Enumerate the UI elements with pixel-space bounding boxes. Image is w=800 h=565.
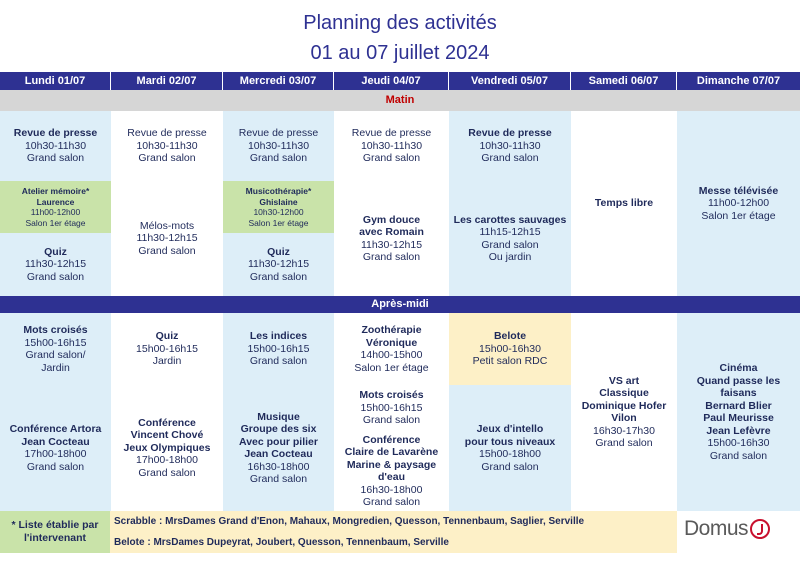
activity-place: Grand salon <box>26 152 85 165</box>
activity-time: 11h00-12h00 <box>707 197 770 210</box>
activity-place: Salon 1er étage <box>354 361 429 374</box>
activity-place: Petit salon RDC <box>472 355 548 368</box>
activity-title: Messe télévisée <box>698 184 779 197</box>
day-header-tue: Mardi 02/07 <box>111 72 223 90</box>
activity-title-4: Bernard Blier <box>705 399 772 412</box>
activity-title-2: Quand passe les <box>696 374 781 387</box>
activity-time: 15h00-16h15 <box>136 342 198 355</box>
activity-title: Gym douce <box>362 213 421 226</box>
activity-title: Conférence <box>362 433 421 446</box>
activity-title: Revue de presse <box>238 127 319 140</box>
activity-time: 17h00-18h00 <box>136 454 198 467</box>
activity-mon-am-3 <box>0 233 111 296</box>
activity-wed-am-3 <box>223 233 334 296</box>
activity-title-3: Jeux Olympiques <box>123 441 211 454</box>
activity-title-6: Jean Lefèvre <box>706 424 771 437</box>
footnote-line-1: * Liste établie par <box>11 519 99 531</box>
activity-title: Jeux d'intello <box>476 423 544 435</box>
day-header-mon: Lundi 01/07 <box>0 72 111 90</box>
activity-place: Grand salon <box>362 496 421 508</box>
activity-time: 15h00-16h15 <box>247 342 310 355</box>
activity-place: Grand salon <box>138 152 196 165</box>
activity-title-5: Paul Meurisse <box>703 412 774 424</box>
activity-wed-am-1 <box>223 111 334 181</box>
activity-mon-pm-2 <box>0 385 111 511</box>
activity-title-4: d'eau <box>377 471 405 483</box>
activity-title-2: avec Romain <box>359 226 424 238</box>
activity-host: Laurence <box>36 196 75 207</box>
activity-time: 10h30-11h30 <box>479 139 541 152</box>
activity-place: Grand salon <box>26 270 85 283</box>
activity-title-4: Vilon <box>611 412 637 424</box>
activity-wed-pm-1 <box>223 313 334 385</box>
activity-title-3: Marine & paysage <box>346 458 437 471</box>
activity-fri-am-1 <box>449 111 571 181</box>
morning-band: Matin <box>0 90 800 111</box>
activity-title: Revue de presse <box>468 127 552 140</box>
activity-place: Salon 1er étage <box>248 217 309 228</box>
activity-title: Quiz <box>267 245 290 258</box>
activity-title: Belote <box>493 330 527 343</box>
day-header-fri: Vendredi 05/07 <box>449 72 571 90</box>
activity-sun-pm <box>677 313 800 511</box>
activity-time: 11h30-12h15 <box>360 238 423 251</box>
page-subtitle: 01 au 07 juillet 2024 <box>310 42 490 64</box>
scrabble-players: Scrabble : MrsDames Grand d'Enon, Mahaux, Mongredien, Quesson, Tennenbaum, Saglier, Serville <box>114 516 585 527</box>
activity-mon-am-1 <box>0 111 111 181</box>
activity-title: Atelier mémoire* <box>21 186 90 196</box>
activity-place: Grand salon/ <box>25 349 86 361</box>
activity-time: 15h00-16h15 <box>360 401 423 414</box>
activity-title: Quiz <box>44 245 67 258</box>
activity-title: Temps libre <box>594 197 654 210</box>
activity-place: Grand salon <box>362 152 421 165</box>
activity-title: VS art <box>608 374 640 387</box>
activity-title-2: Véronique <box>365 336 418 349</box>
activity-title: Revue de presse <box>127 127 207 140</box>
activity-place: Grand salon <box>249 473 308 485</box>
activity-time: 11h15-12h15 <box>479 226 541 238</box>
activity-time: 16h30-18h00 <box>360 483 423 496</box>
activity-time: 15h00-16h30 <box>479 342 541 355</box>
activity-title: Zoothérapie <box>361 324 422 336</box>
activity-time: 11h00-12h00 <box>30 207 81 217</box>
belote-players: Belote : MrsDames Dupeyrat, Joubert, Quesson, Tennenbaum, Serville <box>114 537 449 548</box>
activity-title: Mots croisés <box>23 324 88 336</box>
activity-time: 15h00-16h30 <box>707 437 770 449</box>
activity-time: 10h30-11h30 <box>247 139 310 152</box>
activity-time: 10h30-11h30 <box>24 139 87 152</box>
activity-sat-pm <box>571 313 677 511</box>
activity-title-2: pour tous niveaux <box>464 435 556 448</box>
activity-thu-pm-1 <box>334 313 449 385</box>
activity-wed-pm-2 <box>223 385 334 511</box>
activity-title-2: Jean Cocteau <box>21 435 90 448</box>
activity-time: 11h30-12h15 <box>136 232 198 245</box>
activity-place: Grand salon <box>481 238 539 251</box>
activity-title: Conférence Artora <box>9 423 102 435</box>
activity-place: Grand salon <box>138 466 196 479</box>
activity-title-3: Avec pour pilier <box>239 435 318 448</box>
activity-tue-am-2 <box>111 181 223 296</box>
activity-tue-pm-2 <box>111 385 223 511</box>
activity-place: Jardin <box>152 355 182 368</box>
activity-title: Musicothérapie* <box>245 186 312 196</box>
domusvi-logo <box>684 512 794 546</box>
day-header-wed: Mercredi 03/07 <box>223 72 334 90</box>
day-header-row <box>0 72 800 90</box>
activity-title: Mots croisés <box>359 389 424 402</box>
activity-time: 16h30-17h30 <box>593 424 655 437</box>
day-header-sun: Dimanche 07/07 <box>696 75 781 87</box>
activity-title: Mélos-mots <box>139 219 195 232</box>
activity-place: Grand salon <box>249 152 308 165</box>
activity-title-4: Jean Cocteau <box>244 448 313 460</box>
activity-host: Ghislaine <box>259 196 298 207</box>
footnote-line-2: l'intervenant <box>23 532 86 544</box>
activity-title: Musique <box>257 410 300 423</box>
activity-thu-pm-3 <box>334 431 449 511</box>
activity-time: 11h30-12h15 <box>247 258 310 271</box>
activity-mon-pm-1 <box>0 313 111 385</box>
day-header-thu: Jeudi 04/07 <box>334 72 449 90</box>
afternoon-band: Après-midi <box>0 296 800 313</box>
activity-thu-am-1 <box>334 111 449 181</box>
activity-time: 10h30-11h30 <box>136 139 198 152</box>
activity-title: Les indices <box>249 330 308 343</box>
day-header-sat: Samedi 06/07 <box>571 72 677 90</box>
activity-time: 15h00-18h00 <box>479 448 541 460</box>
activity-time: 16h30-18h00 <box>247 460 310 473</box>
activity-title: Conférence <box>138 416 196 429</box>
page-title: Planning des activités <box>303 12 497 34</box>
activity-title-3: faisans <box>720 387 757 399</box>
activity-time: 10h30-12h00 <box>253 207 304 217</box>
activity-tue-pm-1 <box>111 313 223 385</box>
activity-title-2: Claire de Lavarène <box>344 446 439 458</box>
player-lists <box>110 511 677 553</box>
activity-place: Grand salon <box>138 244 196 257</box>
activity-place: Salon 1er étage <box>701 209 776 222</box>
domusvi-heart-icon <box>750 519 770 539</box>
activity-time: 14h00-15h00 <box>360 349 423 361</box>
activity-title-2: Vincent Chové <box>130 429 204 442</box>
activity-title: Quiz <box>155 330 179 343</box>
activity-title: Les carottes sauvages <box>453 213 567 226</box>
activity-place: Grand salon <box>481 152 539 165</box>
activity-tue-am-1 <box>111 111 223 181</box>
activity-time: 10h30-11h30 <box>360 139 423 152</box>
activity-place: Grand salon <box>362 414 421 427</box>
activity-time: 17h00-18h00 <box>24 448 87 460</box>
activity-mon-am-2 <box>0 181 111 233</box>
activity-title-2: Classique <box>599 387 649 399</box>
activity-place-2: Jardin <box>41 361 70 374</box>
activity-place: Grand salon <box>249 270 308 283</box>
activity-place: Grand salon <box>709 449 768 462</box>
activity-sat-am <box>571 111 677 296</box>
activity-wed-am-2 <box>223 181 334 233</box>
activity-title: Cinéma <box>719 362 758 374</box>
activity-fri-am-2 <box>449 181 571 296</box>
activity-place: Grand salon <box>362 251 421 263</box>
activity-title-3: Dominique Hofer <box>581 399 667 412</box>
activity-place: Salon 1er étage <box>25 217 86 228</box>
logo-text: Domus <box>684 517 749 540</box>
activity-fri-pm-1 <box>449 313 571 385</box>
activity-title-2: Groupe des six <box>240 423 317 435</box>
footnote-legend <box>0 511 110 553</box>
activity-title: Revue de presse <box>351 127 432 140</box>
activity-title: Revue de presse <box>13 127 98 140</box>
activity-place: Grand salon <box>26 460 85 473</box>
activity-place: Grand salon <box>595 437 653 449</box>
activity-alt-place: Ou jardin <box>488 251 532 263</box>
activity-time: 11h30-12h15 <box>24 258 87 271</box>
activity-thu-pm-2 <box>334 385 449 431</box>
activity-thu-am-2 <box>334 181 449 296</box>
activity-sun-am <box>677 111 800 296</box>
activity-place: Grand salon <box>481 460 539 473</box>
activity-place: Grand salon <box>249 355 308 368</box>
activity-fri-pm-2 <box>449 385 571 511</box>
activity-time: 15h00-16h15 <box>24 336 87 349</box>
